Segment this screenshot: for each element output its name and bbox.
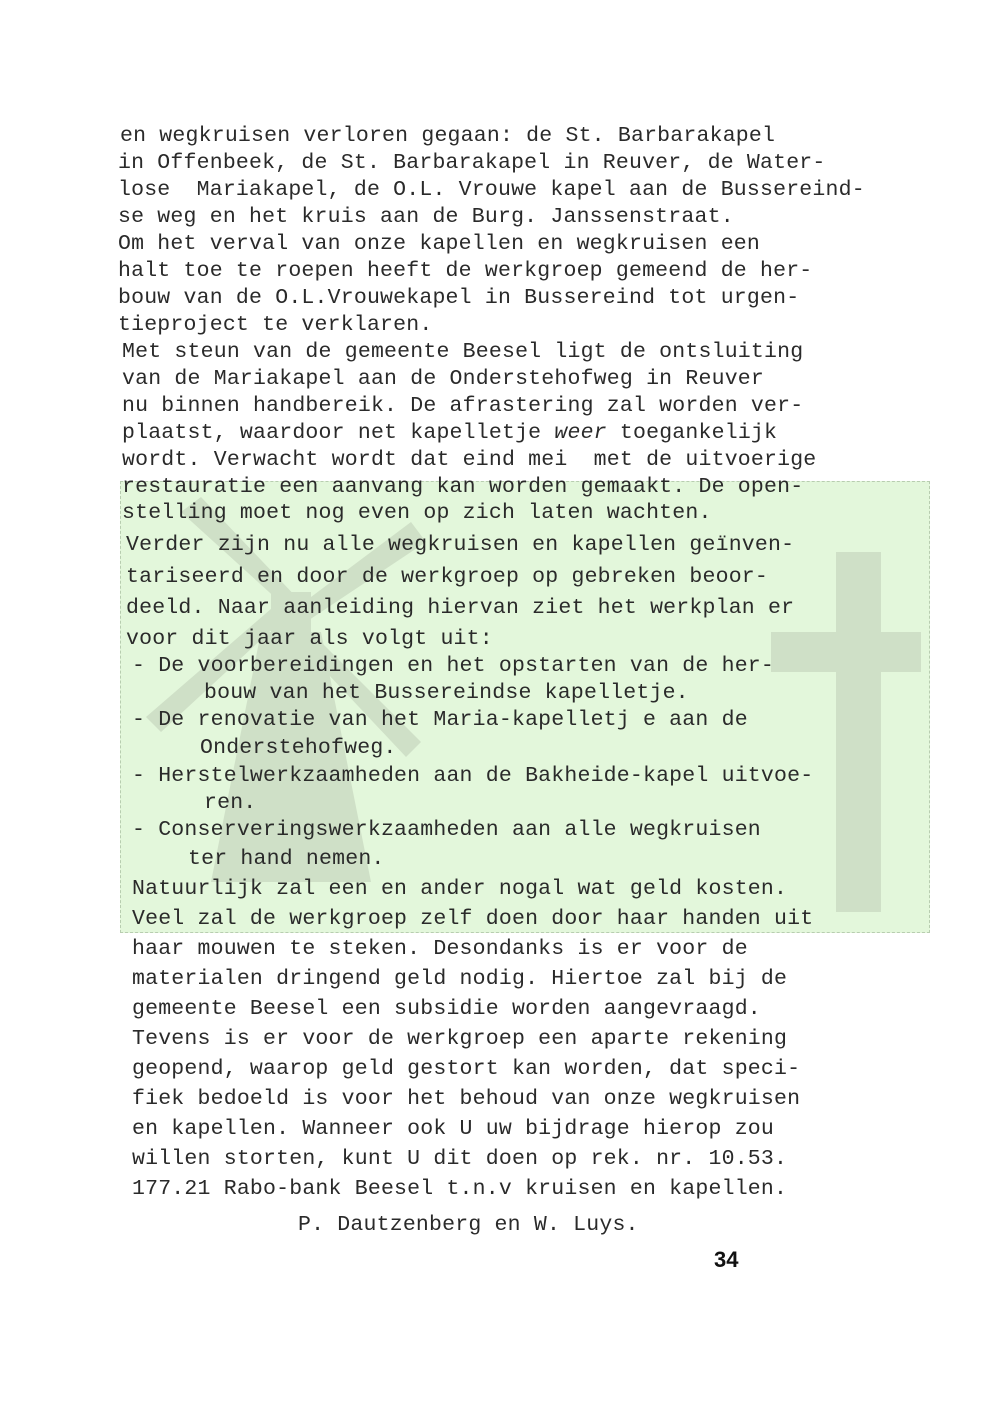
text-line: wordt. Verwacht wordt dat eind mei met de uitvoerige <box>122 448 817 472</box>
text-line: Verder zijn nu alle wegkruisen en kapellen geïnven- <box>126 533 795 557</box>
text-line: en kapellen. Wanneer ook U uw bijdrage hierop zou <box>132 1117 775 1141</box>
text-line: 177.21 Rabo-bank Beesel t.n.v kruisen en kapellen. <box>132 1177 788 1201</box>
text-line: - Conserveringswerkzaamheden aan alle wegkruisen <box>132 818 761 842</box>
text-line: Veel zal de werkgroep zelf doen door haar handen uit <box>132 907 814 931</box>
text-line: lose Mariakapel, de O.L. Vrouwe kapel aan de Bussereind- <box>118 178 865 202</box>
text-line: nu binnen handbereik. De afrastering zal worden ver- <box>122 394 804 418</box>
text-line: Natuurlijk zal een en ander nogal wat geld kosten. <box>132 877 788 901</box>
text-line: willen storten, kunt U dit doen op rek. nr. 10.53. <box>132 1147 788 1171</box>
text-line: van de Mariakapel aan de Onderstehofweg in Reuver <box>122 367 765 391</box>
text-line: fiek bedoeld is voor het behoud van onze wegkruisen <box>132 1087 801 1111</box>
text-line: stelling moet nog even op zich laten wachten. <box>122 501 712 525</box>
text-line: bouw van de O.L.Vrouwekapel in Bussereind tot urgen- <box>118 286 800 310</box>
text-line: ter hand nemen. <box>188 847 385 871</box>
text-line: restauratie een aanvang kan worden gemaakt. De open- <box>122 475 804 499</box>
text-line: Om het verval van onze kapellen en wegkruisen een <box>118 232 761 256</box>
text-line: bouw van het Bussereindse kapelletje. <box>204 681 689 705</box>
text-line: materialen dringend geld nodig. Hiertoe zal bij de <box>132 967 788 991</box>
emphasis-text: weer <box>554 421 607 445</box>
text-line: - De renovatie van het Maria-kapelletj e aan de <box>132 708 748 732</box>
text-line: en wegkruisen verloren gegaan: de St. Barbarakapel <box>120 124 776 148</box>
text-line: Tevens is er voor de werkgroep een aparte rekening <box>132 1027 788 1051</box>
text-line: in Offenbeek, de St. Barbarakapel in Reuver, de Water- <box>118 151 826 175</box>
page-number: 34 <box>714 1247 739 1272</box>
text-line: Onderstehofweg. <box>200 736 397 760</box>
text-line: halt toe te roepen heeft de werkgroep gemeend de her- <box>118 259 813 283</box>
text-line: ren. <box>204 791 257 815</box>
text-line: gemeente Beesel een subsidie worden aangevraagd. <box>132 997 761 1021</box>
text-line: geopend, waarop geld gestort kan worden, dat speci- <box>132 1057 801 1081</box>
text-line: voor dit jaar als volgt uit: <box>126 627 493 651</box>
text-line: plaatst, waardoor net kapelletje weer toegankelijk <box>122 421 778 445</box>
text-line: tariseerd en door de werkgroep op gebreken beoor- <box>126 565 769 589</box>
text-line: - De voorbereidingen en het opstarten van de her- <box>132 654 775 678</box>
text-line: tieproject te verklaren. <box>118 313 433 337</box>
text-line: - Herstelwerkzaamheden aan de Bakheide-kapel uitvoe- <box>132 764 814 788</box>
text-line: deeld. Naar aanleiding hiervan ziet het werkplan er <box>126 596 795 620</box>
text-line: Met steun van de gemeente Beesel ligt de ontsluiting <box>122 340 804 364</box>
text-line: haar mouwen te steken. Desondanks is er voor de <box>132 937 748 961</box>
signature: P. Dautzenberg en W. Luys. <box>298 1213 639 1237</box>
text-line: se weg en het kruis aan de Burg. Janssenstraat. <box>118 205 734 229</box>
